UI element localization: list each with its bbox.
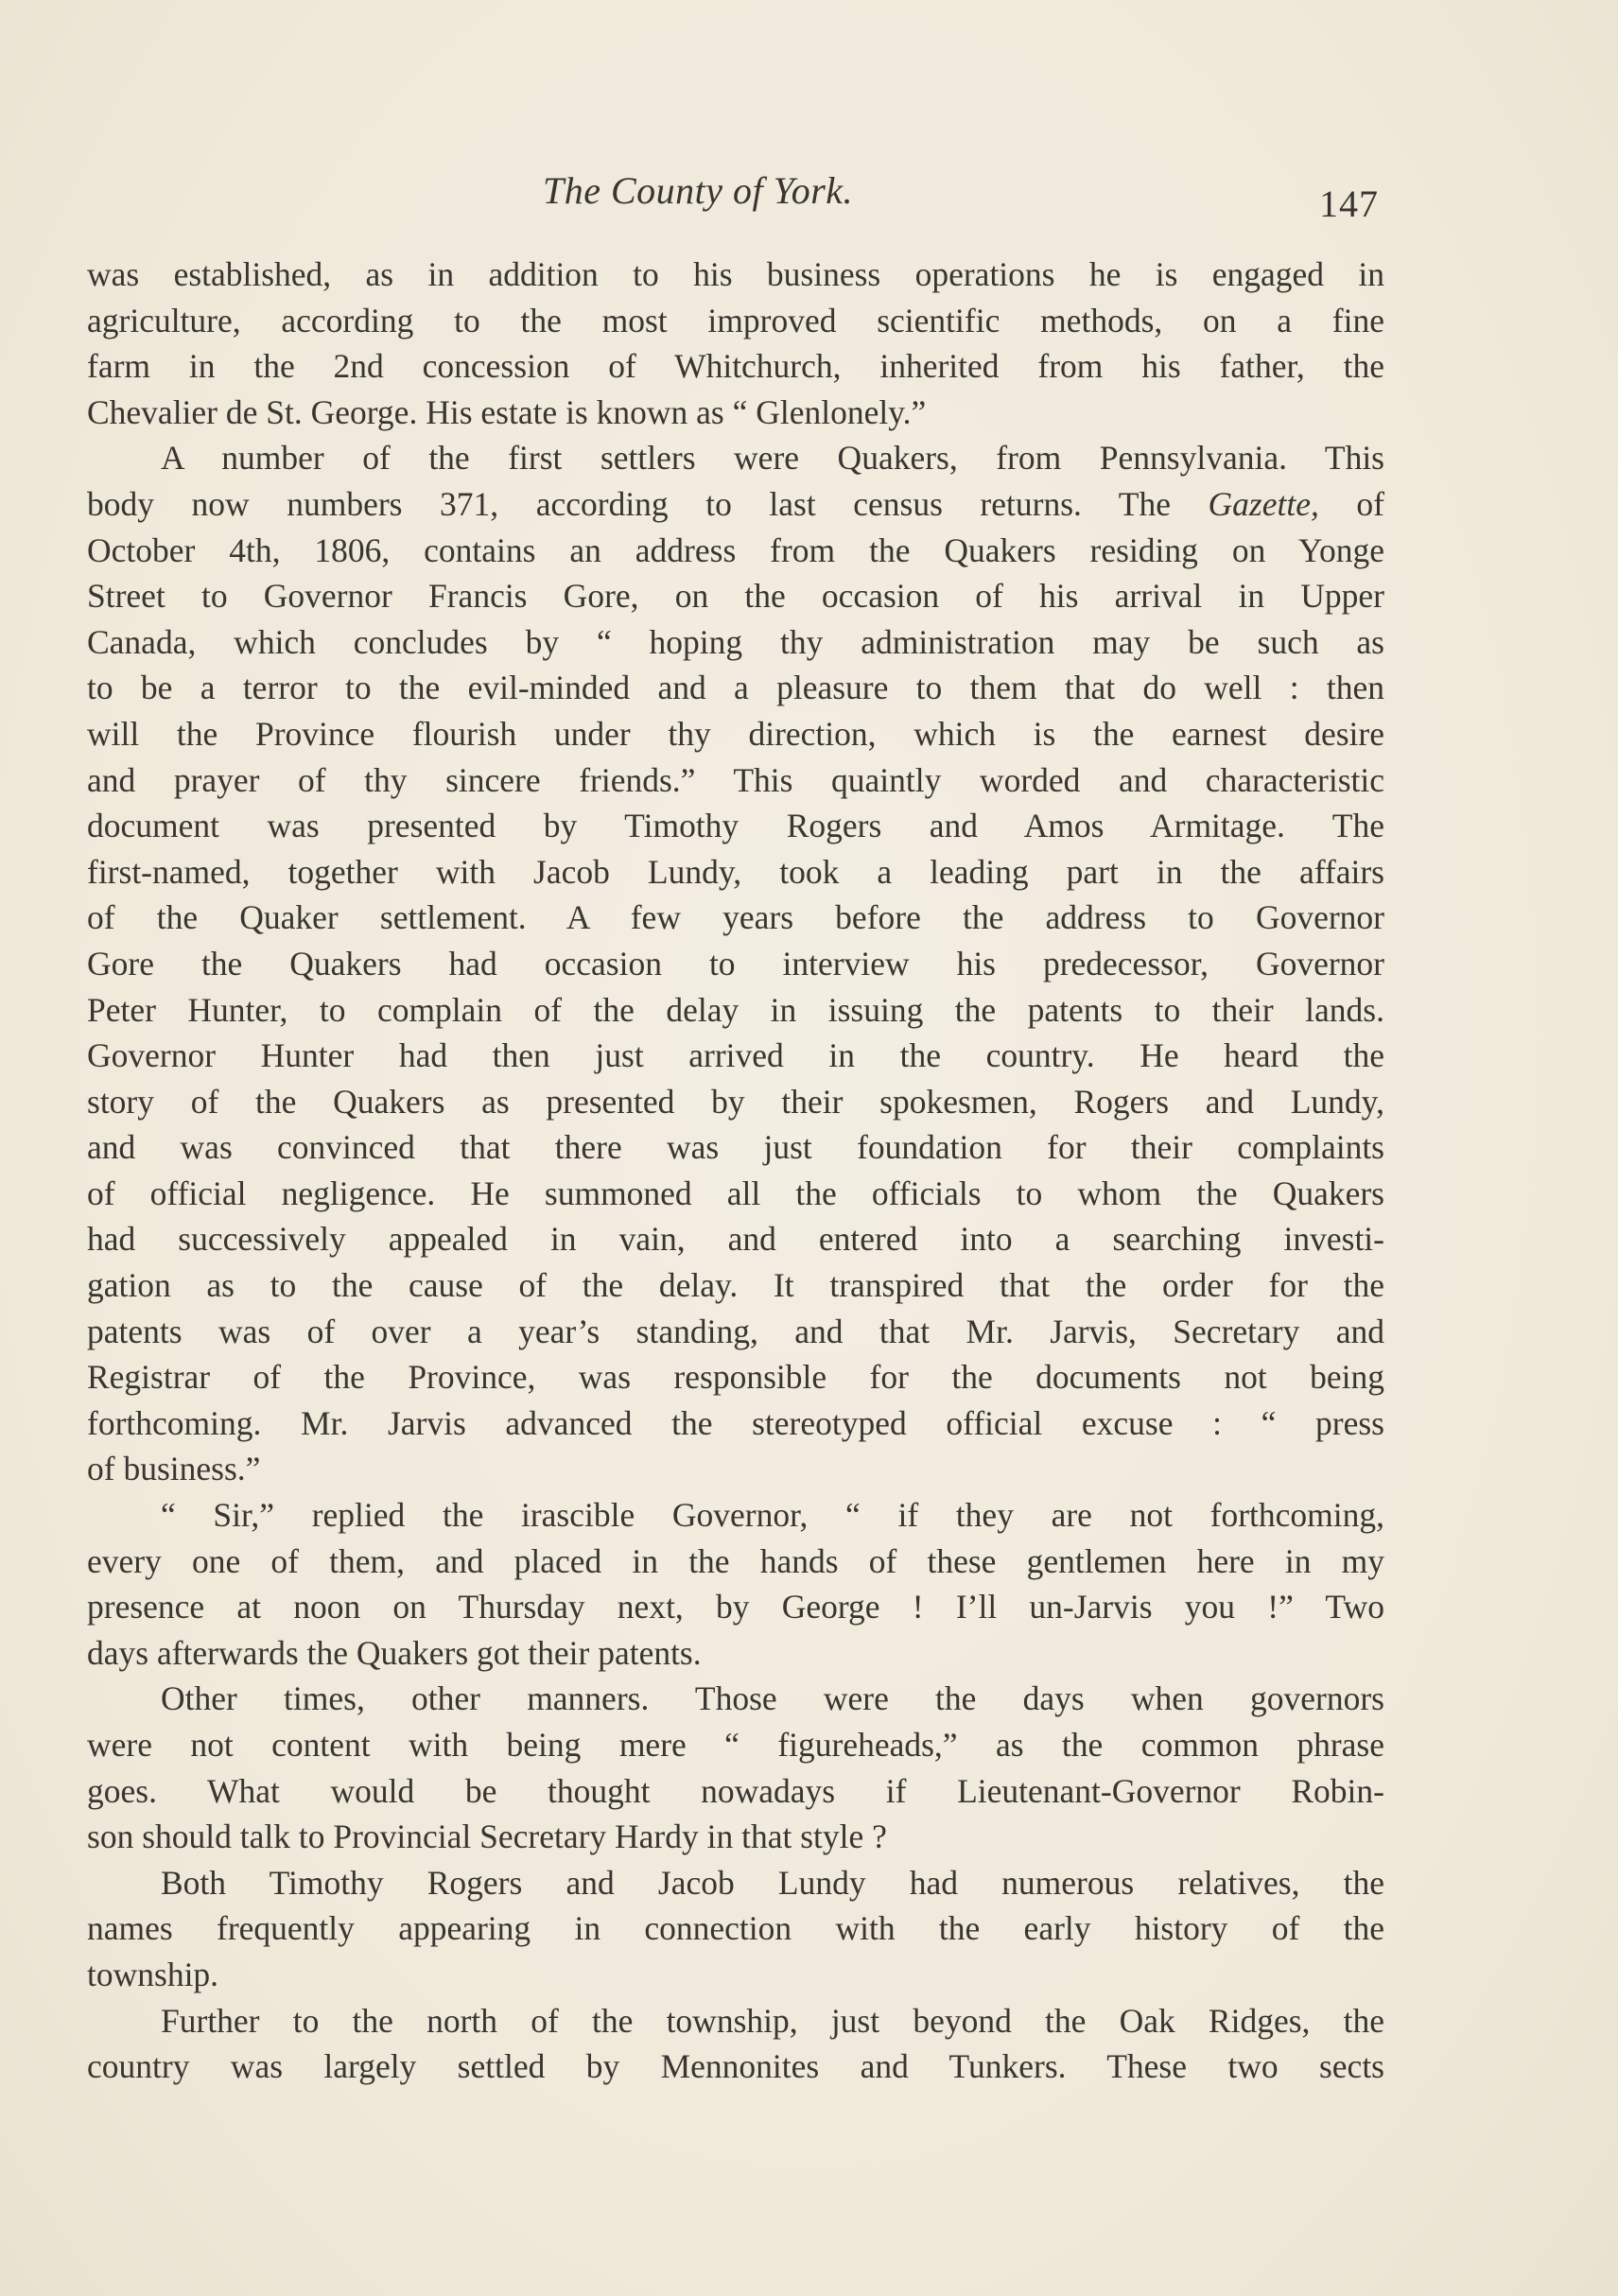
text-line: was established, as in addition to his business operations he is engaged in — [87, 255, 1384, 293]
text-line: Registrar of the Province, was responsible for the documents not being — [87, 1358, 1384, 1397]
text-line: to be a terror to the evil-minded and a pleasure to them that do well : then — [87, 669, 1384, 707]
text-line: Gore the Quakers had occasion to interview his predecessor, Governor — [87, 944, 1384, 983]
text-line: were not content with being mere “ figureheads,” as the common phrase — [87, 1726, 1384, 1764]
text-line: first-named, together with Jacob Lundy, took a leading part in the affairs — [87, 852, 1384, 891]
text-line: had successively appealed in vain, and entered into a searching investi- — [87, 1220, 1384, 1259]
page-number: 147 — [1319, 183, 1379, 225]
text-line: story of the Quakers as presented by their spokesmen, Rogers and Lundy, — [87, 1082, 1384, 1121]
paragraph-start-line: A number of the first settlers were Quakers, from Pennsylvania. This — [161, 439, 1384, 478]
gazette-title: Gazette, — [1208, 484, 1319, 523]
text-line: goes. What would be thought nowadays if Lieutenant-Governor Robin- — [87, 1771, 1384, 1810]
paragraph-start-line: Further to the north of the township, just beyond the Oak Ridges, the — [161, 2001, 1384, 2040]
paragraph-start-line: Both Timothy Rogers and Jacob Lundy had numerous relatives, the — [161, 1863, 1384, 1902]
text-line: days afterwards the Quakers got their patents. — [87, 1633, 702, 1672]
text-line: gation as to the cause of the delay. It transpired that the order for the — [87, 1266, 1384, 1305]
text-line: will the Province flourish under thy direction, which is the earnest desire — [87, 714, 1384, 753]
text-line: Street to Governor Francis Gore, on the occasion of his arrival in Upper — [87, 577, 1384, 616]
text-line: patents was of over a year’s standing, and that Mr. Jarvis, Secretary and — [87, 1312, 1384, 1350]
body-text — [87, 252, 1384, 2090]
text-line: and was convinced that there was just foundation for their complaints — [87, 1128, 1384, 1167]
running-title: The County of York. — [543, 169, 854, 212]
text-line: Chevalier de St. George. His estate is known as “ Glenlonely.” — [87, 392, 927, 431]
text-line: Peter Hunter, to complain of the delay in issuing the patents to their lands. — [87, 990, 1384, 1029]
text-line: forthcoming. Mr. Jarvis advanced the stereotyped official excuse : “ press — [87, 1403, 1384, 1442]
text-line: of the Quaker settlement. A few years before the address to Governor — [87, 898, 1384, 937]
text-line: son should talk to Provincial Secretary Hardy in that style ? — [87, 1818, 887, 1856]
text-line: Governor Hunter had then just arrived in the country. He heard the — [87, 1036, 1384, 1075]
text-line: and prayer of thy sincere friends.” This quaintly worded and characteristic — [87, 760, 1384, 799]
text-line: body now numbers 371, according to last census returns. The Gazette, of — [87, 484, 1384, 523]
text-line: Canada, which concludes by “ hoping thy administration may be such as — [87, 622, 1384, 661]
paragraph-start-line: “ Sir,” replied the irascible Governor, “ if they are not forthcoming, — [161, 1496, 1384, 1535]
text-line: names frequently appearing in connection with the early history of the — [87, 1909, 1384, 1948]
running-head — [0, 168, 1618, 225]
text-line: document was presented by Timothy Rogers and Amos Armitage. The — [87, 807, 1384, 845]
text-line: country was largely settled by Mennonites and Tunkers. These two sects — [87, 2047, 1384, 2086]
text-line: of business.” — [87, 1450, 261, 1488]
text-line: October 4th, 1806, contains an address from the Quakers residing on Yonge — [87, 531, 1384, 569]
text-line: farm in the 2nd concession of Whitchurch, inherited from his father, the — [87, 347, 1384, 386]
text-line: of official negligence. He summoned all the officials to whom the Quakers — [87, 1174, 1384, 1212]
text-line: presence at noon on Thursday next, by George ! I’ll un-Jarvis you !” Two — [87, 1588, 1384, 1626]
text-line: agriculture, according to the most improved scientific methods, on a fine — [87, 301, 1384, 339]
text-line: every one of them, and placed in the hands of these gentlemen here in my — [87, 1541, 1384, 1580]
text-line: township. — [87, 1955, 219, 1993]
paragraph-start-line: Other times, other manners. Those were the days when governors — [161, 1679, 1384, 1718]
